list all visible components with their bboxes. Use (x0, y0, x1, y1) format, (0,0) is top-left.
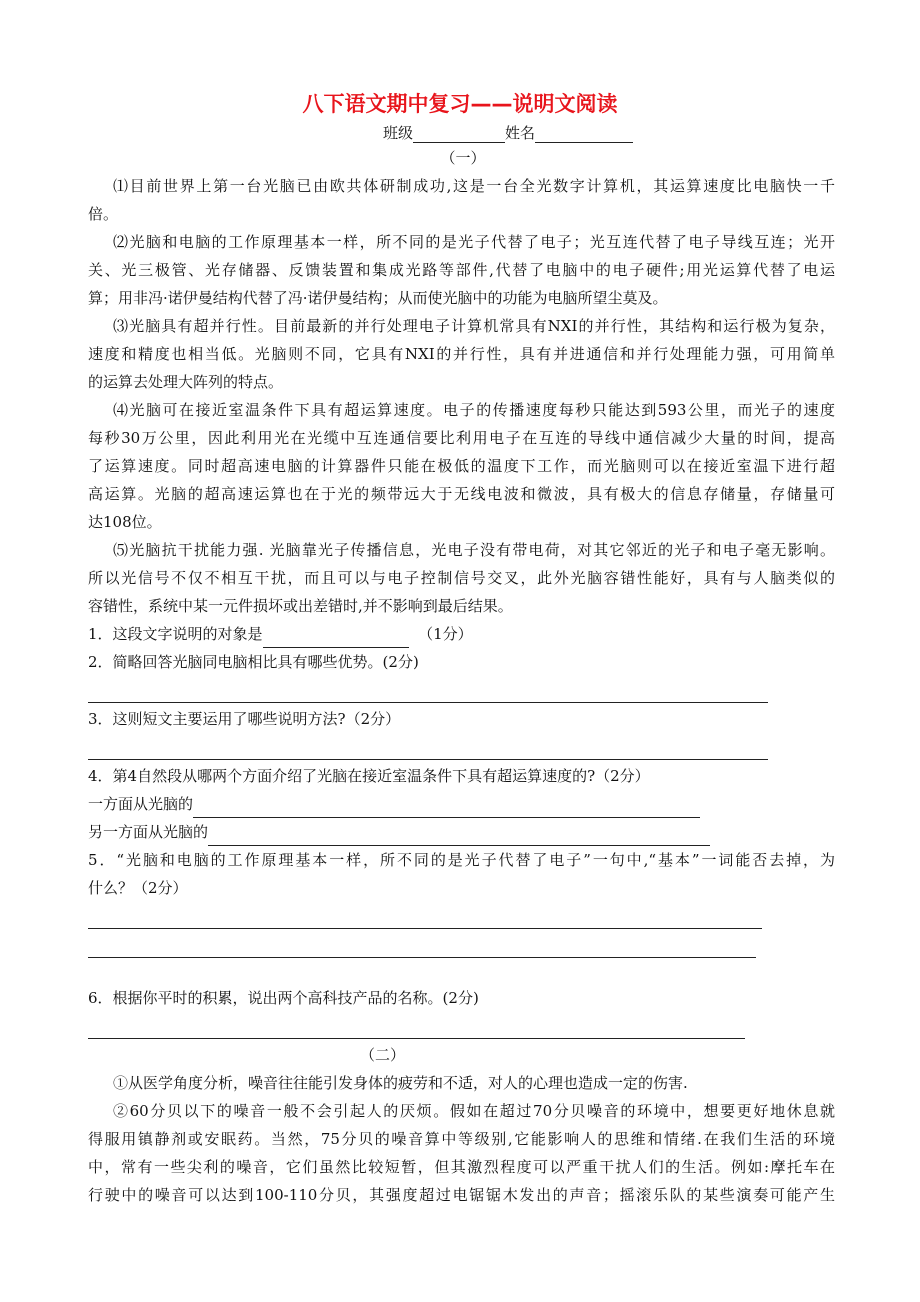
name-blank[interactable] (535, 126, 633, 143)
paragraph-line: ①从医学角度分析，噪音往往能引发身体的疲劳和不适，对人的心理也造成一定的伤害. (113, 1074, 688, 1092)
question-5-cont: 什么？（2分） (88, 879, 188, 897)
question-2-answer-line[interactable] (88, 676, 768, 703)
name-label: 姓名 (505, 124, 536, 142)
paragraph-line: 算；用非冯·诺伊曼结构代替了冯·诺伊曼结构；从而使光脑中的功能为电脑所望尘莫及。 (88, 289, 668, 307)
section-heading-1: （一） (440, 149, 486, 167)
paragraph-line: 得服用镇静剂或安眠药。当然，75分贝的噪音算中等级别,它能影响人的思维和情绪.在我们生活的环境 (88, 1130, 835, 1148)
question-5-answer-line-1[interactable] (88, 902, 762, 929)
paragraph-line: 速度和精度也相当低。光脑则不同，它具有NXI的并行性，具有并进通信和并行处理能力强，可用简单 (88, 345, 835, 363)
paragraph-line: 中，常有一些尖利的噪音，它们虽然比较短暂，但其激烈程度可以严重干扰人们的生活。例如:摩托车在 (88, 1158, 835, 1176)
paragraph-line: 的运算去处理大阵列的特点。 (88, 373, 284, 391)
class-label: 班级 (383, 124, 414, 142)
question-1-score: （1分） (418, 625, 473, 643)
question-4-part-b (88, 818, 838, 846)
question-3: 3．这则短文主要运用了哪些说明方法?（2分） (88, 710, 401, 728)
paragraph-line: 倍。 (88, 205, 119, 223)
paragraph-line: 关、光三极管、光存储器、反馈装置和集成光路等部件,代替了电脑中的电子硬件;用光运算代替了电运 (88, 261, 835, 279)
paragraph-line: 达108位。 (88, 513, 162, 531)
question-2: 2．简略回答光脑同电脑相比具有哪些优势。(2分) (88, 653, 419, 671)
paragraph-line: ⑵光脑和电脑的工作原理基本一样，所不同的是光子代替了电子；光互连代替了电子导线互连；光开 (113, 233, 835, 251)
section-heading-2: （二） (360, 1046, 406, 1064)
paragraph-line: 高运算。光脑的超高速运算也在于光的频带远大于无线电波和微波，具有极大的信息存储量，存储量可 (88, 485, 835, 503)
question-4a-answer-blank[interactable] (193, 801, 700, 818)
question-4b-label: 另一方面从光脑的 (88, 823, 209, 841)
paragraph-line: ②60分贝以下的噪音一般不会引起人的厌烦。假如在超过70分贝噪音的环境中，想要更好地休息就 (113, 1102, 835, 1120)
paragraph-line: ⑶光脑具有超并行性。目前最新的并行处理电子计算机常具有NXI的并行性，其结构和运行极为复杂， (113, 317, 835, 335)
paragraph-line: ⑷光脑可在接近室温条件下具有超运算速度。电子的传播速度每秒只能达到593公里，而光子的速度 (113, 401, 835, 419)
spacer (88, 960, 838, 984)
question-1-text: 1．这段文字说明的对象是 (88, 625, 263, 643)
question-6: 6．根据你平时的积累，说出两个高科技产品的名称。(2分) (88, 989, 479, 1007)
student-info (383, 122, 633, 143)
paragraph-line: 了运算速度。同时超高速电脑的计算器件只能在极低的温度下工作，而光脑则可以在接近室温下进行超 (88, 457, 835, 475)
question-3-answer-line[interactable] (88, 733, 768, 760)
paragraph-line: 每秒30万公里，因此利用光在光缆中互连通信要比利用电子在互连的导线中通信减少大量的时间，提高 (88, 429, 835, 447)
question-1-answer-blank[interactable] (263, 631, 409, 648)
document-title: 八下语文期中复习——说明文阅读 (302, 92, 618, 116)
question-6-answer-line[interactable] (88, 1012, 745, 1039)
paragraph-line: 所以光信号不仅不相互干扰，而且可以与电子控制信号交叉，此外光脑容错性能好，具有与人脑类似的 (88, 569, 835, 587)
paragraph-line: ⑴目前世界上第一台光脑已由欧共体研制成功,这是一台全光数字计算机，其运算速度比电脑快一千 (113, 177, 835, 195)
question-1 (88, 620, 838, 648)
paragraph-line: 行驶中的噪音可以达到100-110分贝，其强度超过电锯锯木发出的声音；摇滚乐队的某些演奏可能产生 (88, 1186, 835, 1204)
question-4-part-a (88, 790, 838, 818)
question-4a-label: 一方面从光脑的 (88, 795, 194, 813)
paragraph-line: ⑸光脑抗干扰能力强. 光脑靠光子传播信息，光电子没有带电荷，对其它邻近的光子和电子毫无影响。 (113, 541, 835, 559)
document-body (88, 144, 838, 1209)
question-5-answer-line-2[interactable] (88, 931, 756, 958)
question-4b-answer-blank[interactable] (208, 829, 710, 846)
question-4: 4．第4自然段从哪两个方面介绍了光脑在接近室温条件下具有超运算速度的?（2分） (88, 767, 650, 785)
question-5: 5．“光脑和电脑的工作原理基本一样，所不同的是光子代替了电子”一句中,“基本”一词能否去掉，为 (88, 851, 835, 869)
paragraph-line: 容错性，系统中某一元件损坏或出差错时,并不影响到最后结果。 (88, 597, 513, 615)
class-blank[interactable] (413, 126, 505, 143)
